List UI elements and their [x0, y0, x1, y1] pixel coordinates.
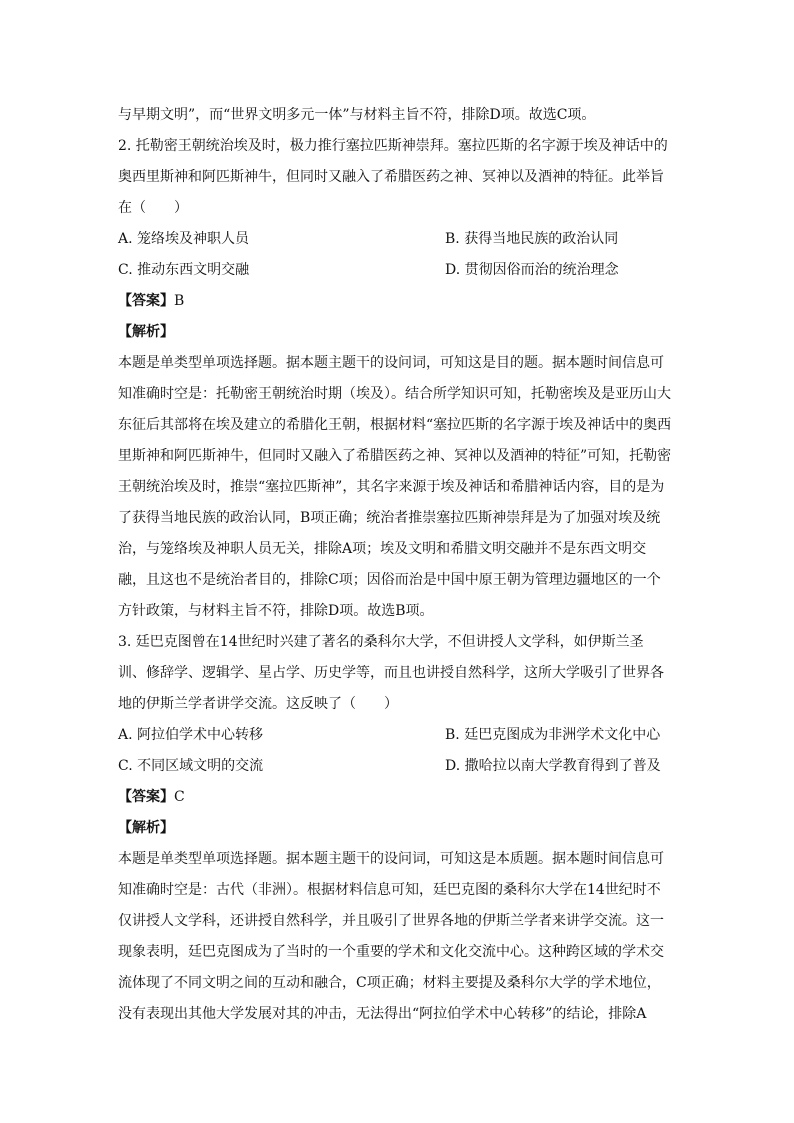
option-d: D. 贯彻因俗而治的统治理念: [445, 262, 619, 278]
option-row: [118, 751, 678, 782]
answer-value: C: [174, 789, 185, 805]
analysis-line: 治，与笼络埃及神职人员无关，排除A项；埃及文明和希腊文明交融并不是东西文明交: [118, 541, 647, 557]
analysis-line: 王朝统治埃及时，推崇“塞拉匹斯神”，其名字来源于埃及神话和希腊神话内容，目的是为: [118, 479, 665, 495]
answer-label: 【答案】: [118, 789, 174, 805]
analysis-line: 本题是单类型单项选择题。据本题主题干的设问词，可知这是本质题。据本题时间信息可: [118, 851, 664, 867]
question-3: [118, 627, 678, 1030]
option-c: C. 推动东西文明交融: [118, 262, 250, 278]
analysis-line: 融，且这也不是统治者目的，排除C项；因俗而治是中国中原王朝为管理边疆地区的一个: [118, 572, 661, 588]
option-a: A. 阿拉伯学术中心转移: [118, 727, 264, 743]
analysis-line: 里斯神和阿匹斯神牛，但同时又融入了希腊医药之神、冥神以及酒神的特征”可知，托勒密: [118, 448, 672, 464]
analysis-line: 方针政策，与材料主旨不符，排除D项。故选B项。: [118, 603, 434, 619]
analysis-line: 知准确时空是：古代（非洲）。根据材料信息可知，廷巴克图的桑科尔大学在14世纪时不: [118, 882, 661, 898]
analysis-line: 本题是单类型单项选择题。据本题主题干的设问词，可知这是目的题。据本题时间信息可: [118, 355, 664, 371]
answer-line: [118, 286, 678, 317]
question-2: [118, 131, 678, 627]
answer-line: [118, 782, 678, 813]
option-b: B. 廷巴克图成为非洲学术文化中心: [445, 727, 661, 743]
question-stem-line: 2. 托勒密王朝统治埃及时，极力推行塞拉匹斯神崇拜。塞拉匹斯的名字源于埃及神话中的: [118, 138, 668, 154]
question-stem-line: 地的伊斯兰学者讲学交流。这反映了（ ）: [118, 696, 398, 712]
question-stem-line: 在（ ）: [118, 200, 188, 216]
analysis-line: 知准确时空是：托勒密王朝统治时期（埃及）。结合所学知识可知，托勒密埃及是亚历山大: [118, 386, 671, 402]
analysis-line: 东征后其部将在埃及建立的希腊化王朝，根据材料“塞拉匹斯的名字源于埃及神话中的奥西: [118, 417, 672, 433]
paragraph-line: 与早期文明”，而“世界文明多元一体”与材料主旨不符，排除D项。故选C项。: [118, 107, 596, 123]
question-stem-line: 奥西里斯神和阿匹斯神牛，但同时又融入了希腊医药之神、冥神以及酒神的特征。此举旨: [118, 169, 664, 185]
question-stem-line: 3. 廷巴克图曾在14世纪时兴建了著名的桑科尔大学，不但讲授人文学科，如伊斯兰圣: [118, 634, 644, 650]
analysis-line: 了获得当地民族的政治认同，B项正确；统治者推崇塞拉匹斯神崇拜是为了加强对埃及统: [118, 510, 661, 526]
option-row: [118, 720, 678, 751]
answer-value: B: [174, 293, 185, 309]
analysis-line: 没有表现出其他大学发展对其的冲击，无法得出“阿拉伯学术中心转移”的结论，排除A: [118, 1006, 647, 1022]
option-a: A. 笼络埃及神职人员: [118, 231, 250, 247]
analysis-line: 现象表明，廷巴克图成为了当时的一个重要的学术和文化交流中心。这种跨区域的学术交: [118, 944, 664, 960]
analysis-label: 【解析】: [118, 820, 174, 836]
analysis-label: 【解析】: [118, 324, 174, 340]
option-c: C. 不同区域文明的交流: [118, 758, 264, 774]
document-page: [118, 100, 678, 1030]
question-stem-line: 训、修辞学、逻辑学、星占学、历史学等，而且也讲授自然科学，这所大学吸引了世界各: [118, 665, 664, 681]
option-d: D. 撒哈拉以南大学教育得到了普及: [445, 758, 661, 774]
option-b: B. 获得当地民族的政治认同: [445, 231, 619, 247]
option-row: [118, 255, 678, 286]
analysis-line: 流体现了不同文明之间的互动和融合，C项正确；材料主要提及桑科尔大学的学术地位，: [118, 975, 661, 991]
analysis-line: 仅讲授人文学科，还讲授自然科学，并且吸引了世界各地的伊斯兰学者来讲学交流。这一: [118, 913, 664, 929]
answer-label: 【答案】: [118, 293, 174, 309]
option-row: [118, 224, 678, 255]
